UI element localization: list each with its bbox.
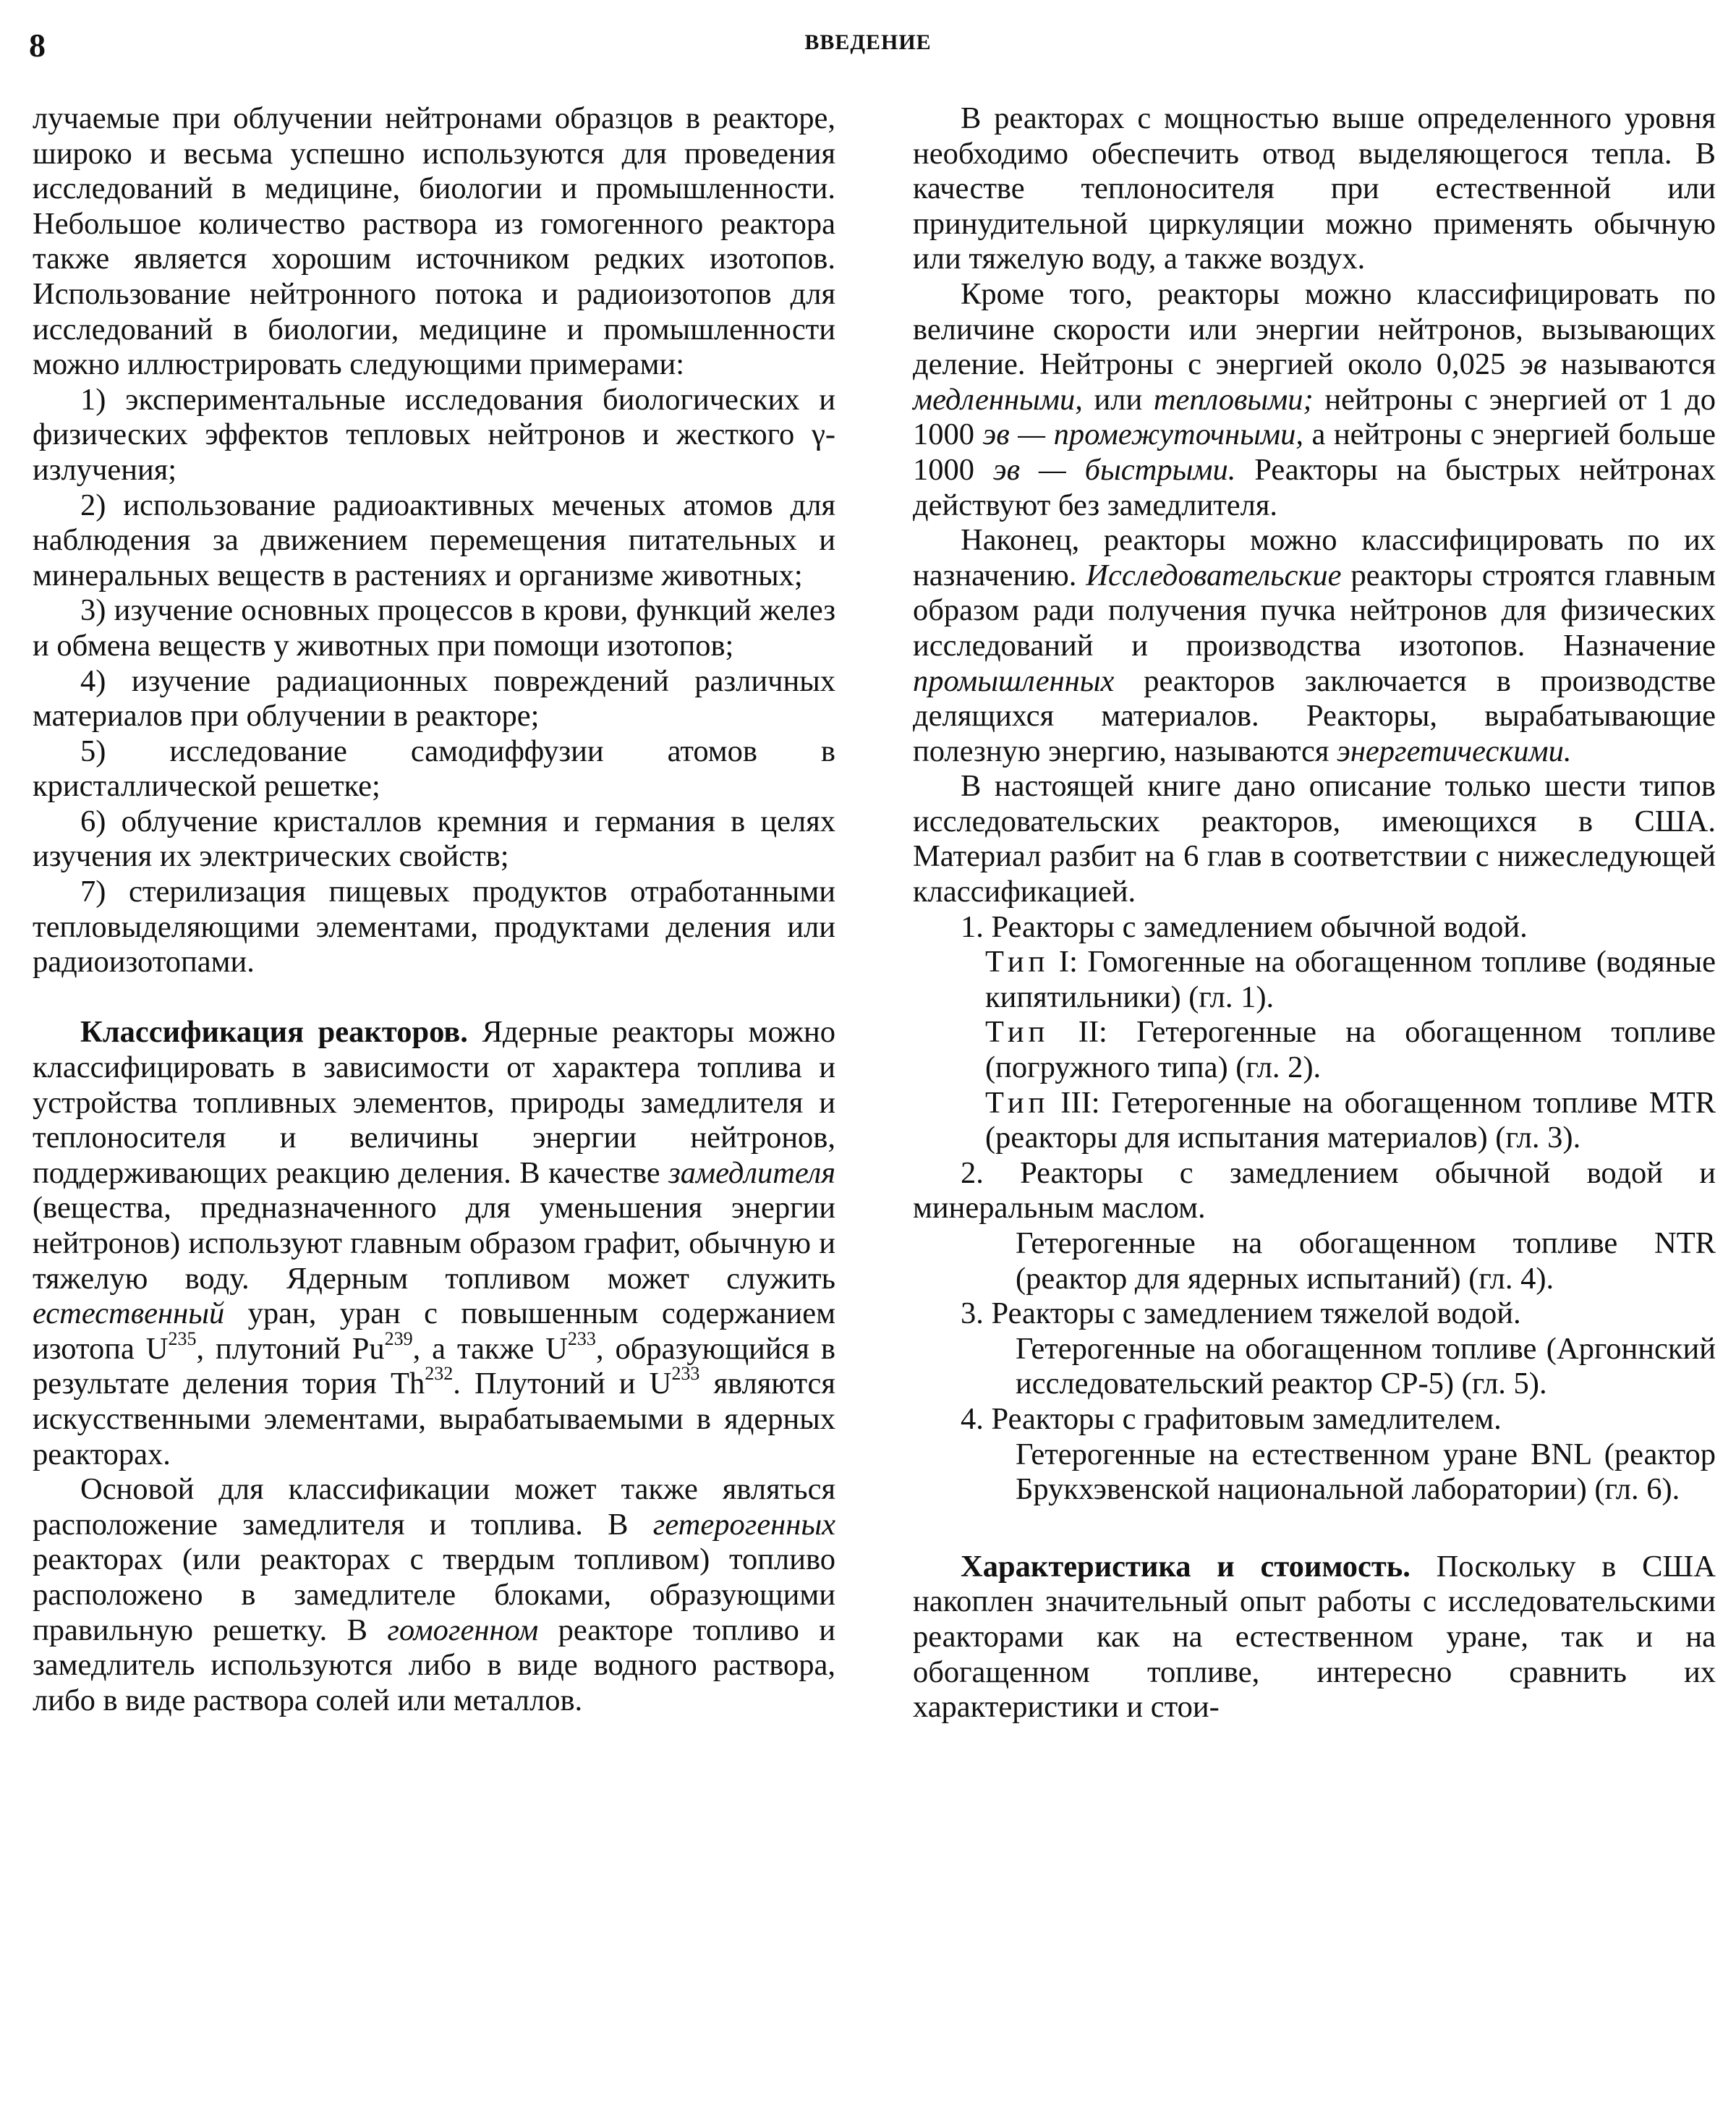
classification-item-3: 3. Реакторы с замедлением тяжелой водой. [961,1296,1521,1331]
running-head: ВВЕДЕНИЕ [804,30,932,54]
right-paragraph-3: Наконец, реакторы можно классифицировать по их назначению. Исследовательские реакторы строятся главным образом ради получения пучка нейтронов для физических исследований и производства изотопов. Назначение промышленных реакторов заключается в производстве делящихся материалов. Реакторы, вырабатывающие полезную энергию, называются энергетическими. [913,523,1716,768]
classification-item-2: 2. Реакторы с замедлением обычной водой и минеральным маслом. [913,1155,1716,1225]
term-homogeneous: гомогенном [387,1613,539,1647]
page-header [0,0,1736,87]
right-paragraph-2: Кроме того, реакторы можно классифицировать по величине скорости или энергии нейтронов, вызывающих деление. Нейтроны с энергией около 0,025 эв называются медленными, или тепловыми; нейтроны с энергией от 1 до 1000 эв — промежуточными, а нейтроны с энергией больше 1000 эв — быстрыми. Реакторы на быстрых нейтронах действуют без замедлителя. [913,276,1716,522]
page-number: 8 [29,27,46,64]
classification-type-3: Тип III: Гетерогенные на обогащенном топливе MTR (реакторы для испытания материалов) (гл. 3). [985,1085,1716,1155]
list-item: 7) стерилизация пищевых продуктов отработанными тепловыделяющими элементами, продуктами деления или радиоизотопами. [33,875,835,980]
list-item: 5) исследование самодиффузии атомов в кристаллической решетке; [33,734,835,804]
classification-type-2: Тип II: Гетерогенные на обогащенном топливе (погружного типа) (гл. 2). [985,1015,1716,1085]
left-paragraph-1: лучаемые при облучении нейтронами образцов в реакторе, широко и весьма успешно используются для проведения исследований в медицине, биологии и промышленности. Небольшое количество раствора из гомогенного реактора также является хорошим источником редких изотопов. Использование нейтронного потока и радиоизотопов для исследований в биологии, медицине и промышленности можно иллюстрировать следующими примерами: [33,101,835,382]
classification-paragraph: Классификация реакторов. Ядерные реакторы можно классифицировать в зависимости от характера топлива и устройства топливных элементов, природы замедлителя и теплоносителя и величины энергии нейтронов, поддерживающих реакцию деления. В качестве замедлителя (вещества, предназначенного для уменьшения энергии нейтронов) используют главным образом графит, обычную и тяжелую воду. Ядерным топливом может служить естественный уран, уран с повышенным содержанием изотопа $U^{235}$, плутоний Pu$^{239}$, а также $U^{233}$, образующийся в результате деления тория Th$^{232}$. Плутоний и $U^{233}$ являются искусственными элементами, вырабатываемыми в ядерных реакторах. [33,1015,836,1471]
list-item: 2) использование радиоактивных меченых атомов для наблюдения за движением перемещения питательных и минеральных веществ в растениях и организме животных; [33,488,835,592]
classification-item-3-detail: Гетерогенные на обогащенном топливе (Аргоннский исследовательский реактор CP-5) (гл. 5). [1016,1331,1716,1401]
term-natural: естественный [33,1296,225,1331]
list-item: 6) облучение кристаллов кремния и германия в целях изучения их электрических свойств; [33,804,835,874]
term-heterogeneous: гетерогенных [652,1507,835,1542]
characteristics-heading: Характеристика и стоимость. [961,1549,1410,1584]
characteristics-paragraph: Характеристика и стоимость. Поскольку в США накоплен значительный опыт работы с исследовательскими реакторами как на естественном уране, так и на обогащенном топливе, интересно сравнить их характеристики и стои- [913,1549,1716,1725]
classification-item-2-detail: Гетерогенные на обогащенном топливе NTR (реактор для ядерных испытаний) (гл. 4). [1016,1226,1716,1296]
right-paragraph-1: В реакторах с мощностью выше определенного уровня необходимо обеспечить отвод выделяющегося тепла. В качестве теплоносителя при естественной или принудительной циркуляции можно применять обычную или тяжелую воду, а также воздух. [913,101,1716,276]
list-item: 4) изучение радиационных повреждений различных материалов при облучении в реакторе; [33,663,835,734]
term-moderator: замедлителя [668,1155,835,1190]
right-paragraph-4: В настоящей книге дано описание только шести типов исследовательских реакторов, имеющихся в США. Материал разбит на 6 глав в соответствии с нижеследующей классификацией. [913,769,1716,909]
classification-paragraph-2: Основой для классификации может также являться расположение замедлителя и топлива. В гетерогенных реакторах (или реакторах с твердым топливом) топливо расположено в замедлителе блоками, образующими правильную решетку. В гомогенном реакторе топливо и замедлитель используются либо в виде водного раствора, либо в виде раствора солей или металлов. [33,1472,835,1717]
classification-item-4-detail: Гетерогенные на естественном уране BNL (реактор Брукхэвенской национальной лаборатории) (гл. 6). [1016,1437,1716,1507]
left-column [33,101,835,1718]
right-column [913,101,1716,1725]
classification-item-1: 1. Реакторы с замедлением обычной водой. [961,909,1528,944]
list-item: 1) экспериментальные исследования биологических и физических эффектов тепловых нейтронов и жесткого γ-излучения; [33,382,835,487]
classification-heading: Классификация реакторов. [80,1015,468,1050]
classification-item-4: 4. Реакторы с графитовым замедлителем. [961,1401,1502,1436]
list-item: 3) изучение основных процессов в крови, функций желез и обмена веществ у животных при помощи изотопов; [33,593,835,663]
classification-type-1: Тип I: Гомогенные на обогащенном топливе (водяные кипятильники) (гл. 1). [985,945,1716,1014]
